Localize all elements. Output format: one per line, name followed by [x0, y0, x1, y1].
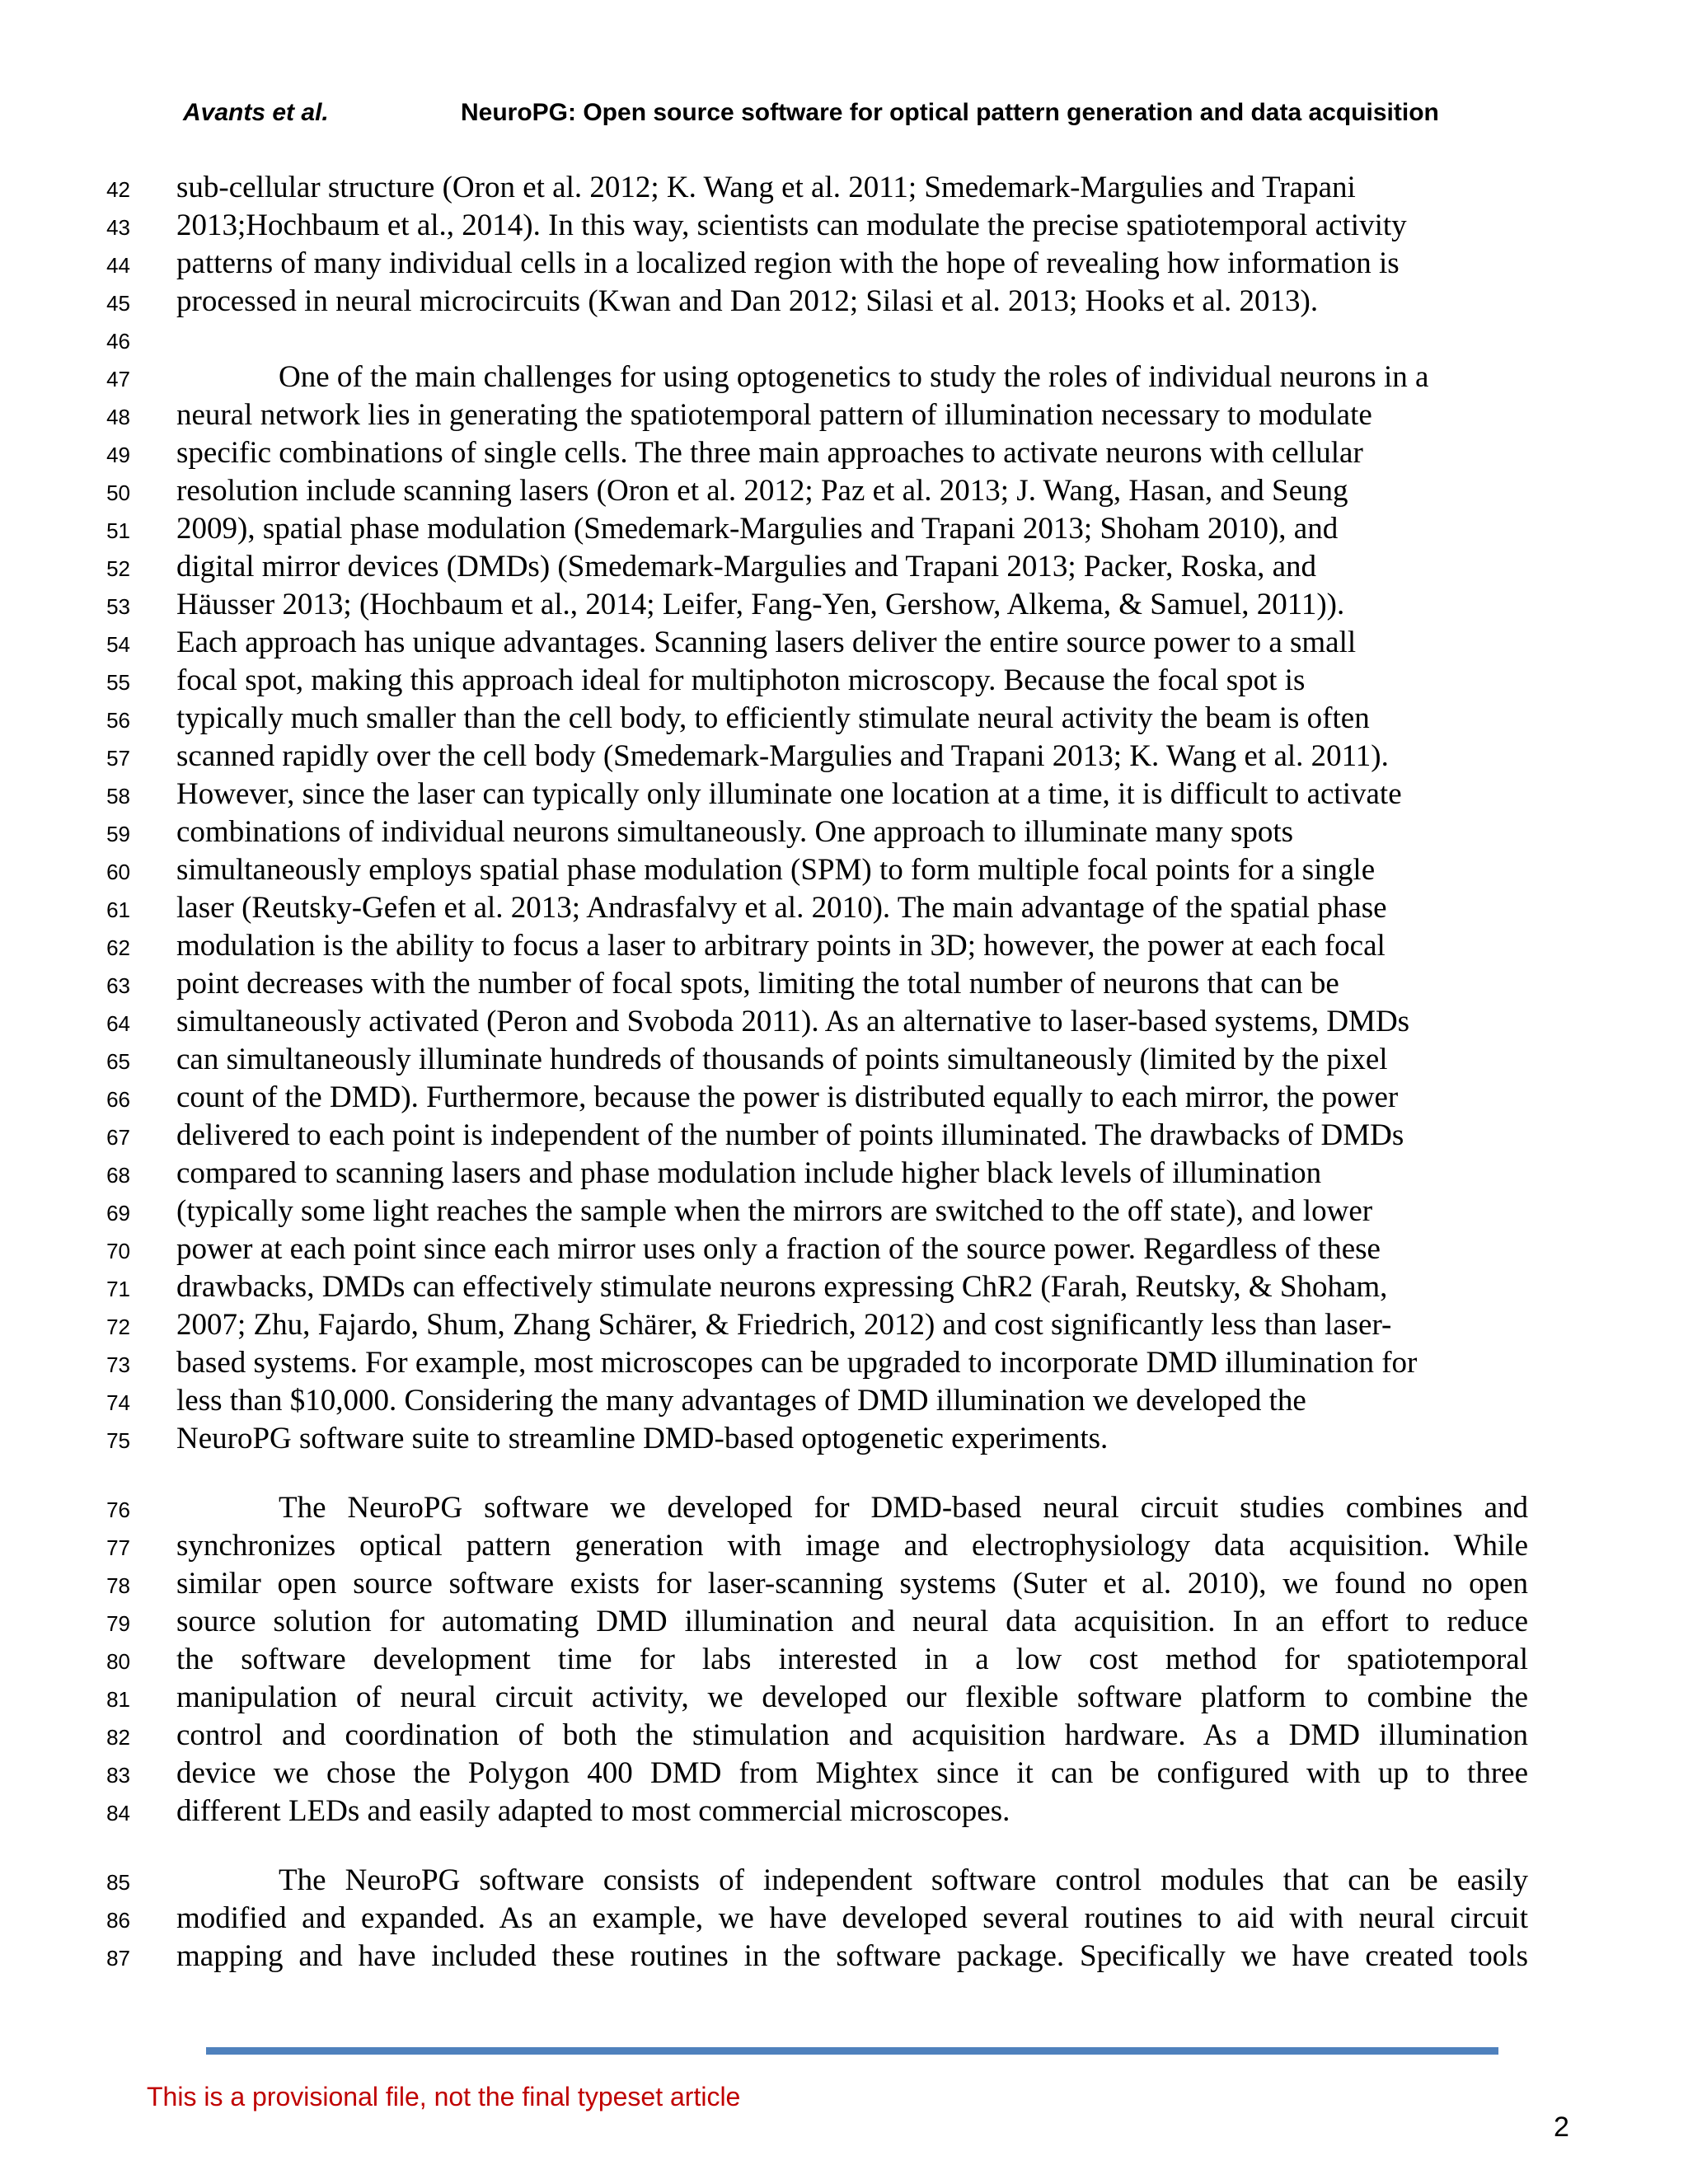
line-text: simultaneously activated (Peron and Svoboda 2011). As an alternative to laser-based systems, DMDs — [176, 1005, 1410, 1038]
text-line — [0, 624, 1688, 662]
text-line — [0, 1900, 1688, 1938]
line-text: combinations of individual neurons simultaneously. One approach to illuminate many spots — [176, 815, 1294, 849]
line-text: focal spot, making this approach ideal for multiphoton microscopy. Because the focal spot is — [176, 663, 1306, 697]
text-line — [0, 1193, 1688, 1230]
line-text: different LEDs and easily adapted to most commercial microscopes. — [176, 1794, 1010, 1828]
line-text: However, since the laser can typically only illuminate one location at a time, it is difficult to activate — [176, 777, 1402, 811]
line-text: 2009), spatial phase modulation (Smedemark-Margulies and Trapani 2013; Shoham 2010), and — [176, 512, 1339, 546]
text-line — [0, 1268, 1688, 1306]
page-number: 2 — [1554, 2111, 1569, 2143]
line-number: 47 — [106, 367, 130, 391]
line-number: 83 — [106, 1763, 130, 1788]
line-text: device we chose the Polygon 400 DMD from Mightex since it can be configured with up to three — [176, 1756, 1528, 1790]
paragraph-gap — [0, 1830, 1688, 1862]
text-line — [0, 396, 1688, 434]
line-number: 59 — [106, 822, 130, 846]
line-text: mapping and have included these routines in the software package. Specifically we have created tools — [176, 1939, 1528, 1973]
header-title: NeuroPG: Open source software for optical pattern generation and data acquisition — [461, 99, 1439, 126]
line-text: power at each point since each mirror uses only a fraction of the source power. Regardless of these — [176, 1232, 1381, 1266]
line-number: 74 — [106, 1390, 130, 1415]
line-text: can simultaneously illuminate hundreds of thousands of points simultaneously (limited by the pixel — [176, 1043, 1388, 1076]
line-text: (typically some light reaches the sample when the mirrors are switched to the off state), and lower — [176, 1194, 1373, 1228]
line-text: processed in neural microcircuits (Kwan and Dan 2012; Silasi et al. 2013; Hooks et al. 2013). — [176, 284, 1319, 318]
line-number: 71 — [106, 1277, 130, 1301]
line-text: count of the DMD). Furthermore, because the power is distributed equally to each mirror, the power — [176, 1080, 1399, 1114]
text-line — [0, 1755, 1688, 1793]
line-number: 55 — [106, 670, 130, 695]
text-line — [0, 321, 1688, 359]
text-line — [0, 1041, 1688, 1079]
line-text: digital mirror devices (DMDs) (Smedemark-Margulies and Trapani 2013; Packer, Roska, and — [176, 550, 1317, 583]
line-text: simultaneously employs spatial phase modulation (SPM) to form multiple focal points for a single — [176, 853, 1376, 887]
line-number: 85 — [106, 1870, 130, 1895]
text-line — [0, 1306, 1688, 1344]
line-number: 49 — [106, 443, 130, 467]
text-line — [0, 1938, 1688, 1975]
line-number: 42 — [106, 177, 130, 202]
line-number: 61 — [106, 898, 130, 922]
text-line — [0, 1382, 1688, 1420]
text-line — [0, 207, 1688, 245]
text-line — [0, 548, 1688, 586]
text-line — [0, 245, 1688, 283]
line-text: synchronizes optical pattern generation with image and electrophysiology data acquisition. While — [176, 1529, 1528, 1563]
text-line — [0, 359, 1688, 396]
text-line — [0, 1155, 1688, 1193]
line-text: typically much smaller than the cell body, to efficiently stimulate neural activity the beam is often — [176, 701, 1370, 735]
line-text: drawbacks, DMDs can effectively stimulate neurons expressing ChR2 (Farah, Reutsky, & Shoham, — [176, 1270, 1388, 1304]
line-number: 84 — [106, 1801, 130, 1825]
line-number: 48 — [106, 405, 130, 429]
text-line — [0, 472, 1688, 510]
line-text: Häusser 2013; (Hochbaum et al., 2014; Leifer, Fang-Yen, Gershow, Alkema, & Samuel, 2011)). — [176, 588, 1345, 621]
line-text: sub-cellular structure (Oron et al. 2012; K. Wang et al. 2011; Smedemark-Margulies and Trapani — [176, 171, 1356, 204]
text-line — [0, 1793, 1688, 1830]
line-number: 52 — [106, 556, 130, 581]
line-text: compared to scanning lasers and phase modulation include higher black levels of illumination — [176, 1156, 1322, 1190]
line-number: 60 — [106, 860, 130, 884]
line-text: point decreases with the number of focal spots, limiting the total number of neurons that can be — [176, 967, 1339, 1001]
text-line — [0, 738, 1688, 776]
text-line — [0, 889, 1688, 927]
line-number: 56 — [106, 708, 130, 733]
line-number: 70 — [106, 1239, 130, 1263]
text-line — [0, 1117, 1688, 1155]
line-text: 2007; Zhu, Fajardo, Shum, Zhang Schärer, & Friedrich, 2012) and cost significantly less than laser- — [176, 1308, 1392, 1342]
text-line — [0, 1230, 1688, 1268]
text-line — [0, 927, 1688, 965]
line-number: 78 — [106, 1573, 130, 1598]
line-text: patterns of many individual cells in a localized region with the hope of revealing how information is — [176, 246, 1400, 280]
line-text: 2013;Hochbaum et al., 2014). In this way, scientists can modulate the precise spatiotemporal activity — [176, 209, 1407, 242]
line-text: the software development time for labs interested in a low cost method for spatiotemporal — [176, 1643, 1528, 1676]
text-line — [0, 1603, 1688, 1641]
line-number: 54 — [106, 632, 130, 657]
line-number: 87 — [106, 1946, 130, 1971]
text-line — [0, 434, 1688, 472]
text-line — [0, 1079, 1688, 1117]
line-text: The NeuroPG software consists of independent software control modules that can be easily — [279, 1863, 1528, 1897]
line-number: 68 — [106, 1163, 130, 1188]
line-text: neural network lies in generating the spatiotemporal pattern of illumination necessary to modulate — [176, 398, 1372, 432]
text-line — [0, 965, 1688, 1003]
text-line — [0, 1489, 1688, 1527]
running-header — [0, 99, 1688, 140]
text-line — [0, 1862, 1688, 1900]
line-number: 46 — [106, 329, 130, 354]
text-line — [0, 169, 1688, 207]
text-line — [0, 1527, 1688, 1565]
line-number: 44 — [106, 253, 130, 278]
paragraph-gap — [0, 1458, 1688, 1489]
line-text: resolution include scanning lasers (Oron et al. 2012; Paz et al. 2013; J. Wang, Hasan, and Seung — [176, 474, 1348, 508]
line-number: 65 — [106, 1049, 130, 1074]
text-line — [0, 1717, 1688, 1755]
line-number: 75 — [106, 1428, 130, 1453]
line-text: manipulation of neural circuit activity, we developed our flexible software platform to combine the — [176, 1680, 1528, 1714]
text-line — [0, 1344, 1688, 1382]
line-text: Each approach has unique advantages. Scanning lasers deliver the entire source power to a small — [176, 626, 1357, 659]
line-number: 80 — [106, 1649, 130, 1674]
provisional-notice: This is a provisional file, not the final typeset article — [147, 2082, 741, 2111]
line-number: 82 — [106, 1725, 130, 1750]
text-line — [0, 586, 1688, 624]
line-number: 77 — [106, 1535, 130, 1560]
line-text: scanned rapidly over the cell body (Smedemark-Margulies and Trapani 2013; K. Wang et al. 2011). — [176, 739, 1389, 773]
line-text: specific combinations of single cells. The three main approaches to activate neurons with cellular — [176, 436, 1363, 470]
text-line — [0, 1641, 1688, 1679]
line-number: 43 — [106, 215, 130, 240]
line-text: NeuroPG software suite to streamline DMD-based optogenetic experiments. — [176, 1422, 1109, 1455]
text-line — [0, 1003, 1688, 1041]
line-number: 67 — [106, 1125, 130, 1150]
text-line — [0, 1565, 1688, 1603]
article-body — [0, 169, 1688, 1975]
line-text: One of the main challenges for using optogenetics to study the roles of individual neurons in a — [279, 360, 1429, 394]
line-number: 62 — [106, 935, 130, 960]
line-number: 45 — [106, 291, 130, 316]
line-number: 51 — [106, 518, 130, 543]
line-text: modified and expanded. As an example, we have developed several routines to aid with neural circuit — [176, 1901, 1528, 1935]
line-text: source solution for automating DMD illumination and neural data acquisition. In an effort to reduce — [176, 1605, 1528, 1638]
line-number: 66 — [106, 1087, 130, 1112]
line-text: based systems. For example, most microscopes can be upgraded to incorporate DMD illumination for — [176, 1346, 1418, 1380]
line-number: 72 — [106, 1315, 130, 1339]
line-number: 50 — [106, 480, 130, 505]
line-number: 57 — [106, 746, 130, 771]
line-text: The NeuroPG software we developed for DMD-based neural circuit studies combines and — [279, 1491, 1528, 1525]
line-number: 79 — [106, 1611, 130, 1636]
text-line — [0, 813, 1688, 851]
line-text: laser (Reutsky-Gefen et al. 2013; Andrasfalvy et al. 2010). The main advantage of the spatial phase — [176, 891, 1387, 925]
line-number: 53 — [106, 594, 130, 619]
footer-rule — [206, 2047, 1498, 2055]
line-number: 64 — [106, 1011, 130, 1036]
line-text: modulation is the ability to focus a laser to arbitrary points in 3D; however, the power at each focal — [176, 929, 1386, 963]
text-line — [0, 776, 1688, 813]
text-line — [0, 510, 1688, 548]
line-number: 63 — [106, 973, 130, 998]
line-text: less than $10,000. Considering the many advantages of DMD illumination we developed the — [176, 1384, 1306, 1418]
line-number: 76 — [106, 1497, 130, 1522]
line-number: 73 — [106, 1352, 130, 1377]
text-line — [0, 700, 1688, 738]
line-text: control and coordination of both the stimulation and acquisition hardware. As a DMD illumination — [176, 1718, 1528, 1752]
text-line — [0, 662, 1688, 700]
line-number: 81 — [106, 1687, 130, 1712]
text-line — [0, 1679, 1688, 1717]
text-line — [0, 1420, 1688, 1458]
line-number: 58 — [106, 784, 130, 808]
text-line — [0, 851, 1688, 889]
line-number: 69 — [106, 1201, 130, 1226]
line-number: 86 — [106, 1908, 130, 1933]
line-text: similar open source software exists for laser-scanning systems (Suter et al. 2010), we found no open — [176, 1567, 1528, 1601]
text-line — [0, 283, 1688, 321]
header-authors: Avants et al. — [183, 99, 329, 126]
line-text: delivered to each point is independent of the number of points illuminated. The drawbacks of DMDs — [176, 1118, 1404, 1152]
